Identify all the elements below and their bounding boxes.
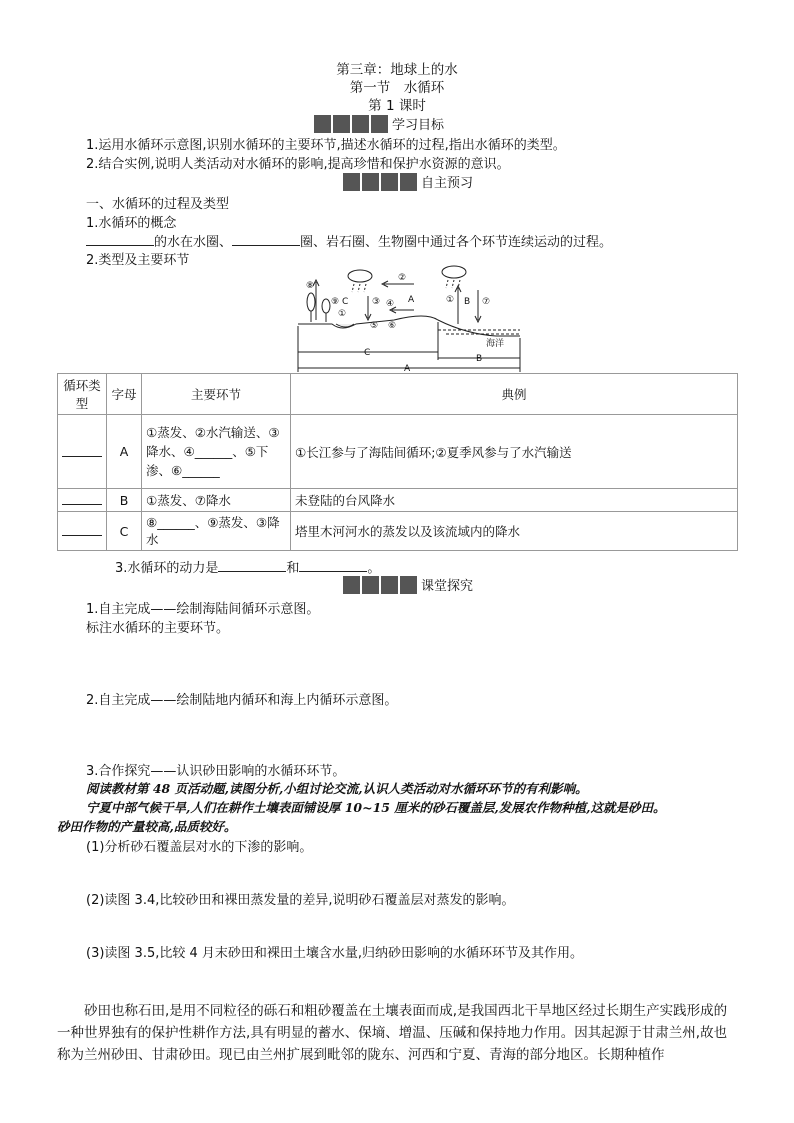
water-cycle-table xyxy=(57,373,738,551)
fill-blank[interactable] xyxy=(86,233,154,246)
table-row xyxy=(58,415,738,489)
diagram-label: ⑦ xyxy=(482,297,491,307)
concept-text: 圈、岩石圈、生物圈中通过各个环节连续运动的过程。 xyxy=(300,235,613,250)
example-cell: ①长江参与了海陆间循环;②夏季风参与了水汽输送 xyxy=(291,415,738,489)
concept-sentence xyxy=(86,231,612,250)
power-sentence xyxy=(115,557,380,576)
chapter-title: 第三章：地球上的水 xyxy=(336,62,458,78)
diagram-label: 海洋 xyxy=(486,339,505,349)
diagram-label: B xyxy=(476,354,483,364)
fill-blank[interactable] xyxy=(232,233,300,246)
table-header: 循环类型 xyxy=(58,374,107,415)
explore-heading xyxy=(343,575,473,594)
fill-blank[interactable] xyxy=(218,559,286,572)
fill-blank[interactable] xyxy=(62,444,102,457)
body-paragraph: 砂田也称石田,是用不同粒径的砾石和粗砂覆盖在土壤表面而成,是我国西北干旱地区经过长期生产实践形成的一种世界独有的保护性耕作方法,具有明显的蓄水、保墒、增温、压碱和保持地力作用。因其起源于甘肃兰州,故也称为兰州砂田、甘肃砂田。现已由兰州扩展到毗邻的陇东、河西和宁夏、青海的部分地区。长期种植作 xyxy=(57,1003,728,1063)
question-3: 3.合作探究——认识砂田影响的水循环环节。 xyxy=(86,764,346,779)
diagram-label: A xyxy=(408,295,415,305)
diagram-label: ⑨ xyxy=(331,297,340,307)
diagram-label: C xyxy=(342,297,349,307)
question-1-sub: 标注水循环的主要环节。 xyxy=(86,621,230,636)
goals-heading-label: 学习目标 xyxy=(392,118,445,133)
table-header: 字母 xyxy=(107,374,142,415)
question-2: 2.自主完成——绘制陆地内循环和海上内循环示意图。 xyxy=(86,693,398,708)
type-cell xyxy=(58,512,107,551)
concept-title: 1.水循环的概念 xyxy=(86,216,177,231)
concept-text: 的水在水圈、 xyxy=(154,235,233,250)
type-cell xyxy=(58,489,107,512)
question-1: 1.自主完成——绘制海陆间循环示意图。 xyxy=(86,602,320,617)
fill-blank[interactable] xyxy=(299,559,367,572)
power-text: 3.水循环的动力是 xyxy=(115,561,219,576)
power-text: 。 xyxy=(367,561,381,576)
sub-question: (1)分析砂石覆盖层对水的下渗的影响。 xyxy=(86,840,313,855)
letter-cell: A xyxy=(107,415,142,489)
table-header: 主要环节 xyxy=(142,374,291,415)
diagram-label: ⑧ xyxy=(306,281,315,291)
fill-blank[interactable] xyxy=(62,523,102,536)
question-3-context: 宁夏中部气候干旱,人们在耕作土壤表面铺设厚 10~15 厘米的砂石覆盖层,发展农作物种植,这就是砂田。 xyxy=(86,800,666,815)
diagram-label: ④ xyxy=(386,299,395,309)
lesson-title: 第 1 课时 xyxy=(368,98,426,114)
explore-heading-label: 课堂探究 xyxy=(421,579,474,594)
table-header: 典例 xyxy=(291,374,738,415)
example-cell: 未登陆的台风降水 xyxy=(291,489,738,512)
diagram-label: ② xyxy=(398,273,407,283)
types-title: 2.类型及主要环节 xyxy=(86,253,190,268)
table-row xyxy=(58,489,738,512)
diagram-label: ① xyxy=(446,295,455,305)
part-heading: 一、水循环的过程及类型 xyxy=(86,197,230,212)
diagram-label: ① xyxy=(338,309,347,319)
fill-blank[interactable] xyxy=(62,492,102,505)
steps-cell: ⑧______、⑨蒸发、③降水 xyxy=(142,512,291,551)
table-row xyxy=(58,512,738,551)
diagram-label: C xyxy=(364,348,371,358)
power-text: 和 xyxy=(286,561,300,576)
steps-cell: ①蒸发、⑦降水 xyxy=(142,489,291,512)
goals-heading xyxy=(314,114,444,133)
diagram-label: ⑤ xyxy=(370,321,379,331)
letter-cell: C xyxy=(107,512,142,551)
diagram-label: B xyxy=(464,297,471,307)
diagram-label: ③ xyxy=(372,297,381,307)
diagram-label: ⑥ xyxy=(388,321,397,331)
goal-item: 1.运用水循环示意图,识别水循环的主要环节,描述水循环的过程,指出水循环的类型。 xyxy=(86,138,566,153)
type-cell xyxy=(58,415,107,489)
sub-question: (3)读图 3.5,比较 4 月末砂田和裸田土壤含水量,归纳砂田影响的水循环环节及其作用。 xyxy=(86,946,584,961)
example-cell: 塔里木河河水的蒸发以及该流域内的降水 xyxy=(291,512,738,551)
letter-cell: B xyxy=(107,489,142,512)
question-3-context: 砂田作物的产量较高,品质较好。 xyxy=(57,819,237,834)
goal-item: 2.结合实例,说明人类活动对水循环的影响,提高珍惜和保护水资源的意识。 xyxy=(86,157,510,172)
steps-cell: ①蒸发、②水汽输送、③降水、④______、⑤下渗、⑥______ xyxy=(142,415,291,489)
section-title: 第一节 水循环 xyxy=(349,80,445,96)
question-3-reading: 阅读教材第 48 页活动题,读图分析,小组讨论交流,认识人类活动对水循环环节的有利影响。 xyxy=(86,781,588,796)
sub-question: (2)读图 3.4,比较砂田和裸田蒸发量的差异,说明砂石覆盖层对蒸发的影响。 xyxy=(86,893,515,908)
water-cycle-diagram xyxy=(296,264,522,374)
preview-heading-label: 自主预习 xyxy=(421,176,474,191)
preview-heading xyxy=(343,172,473,191)
diagram-label: A xyxy=(404,364,411,374)
